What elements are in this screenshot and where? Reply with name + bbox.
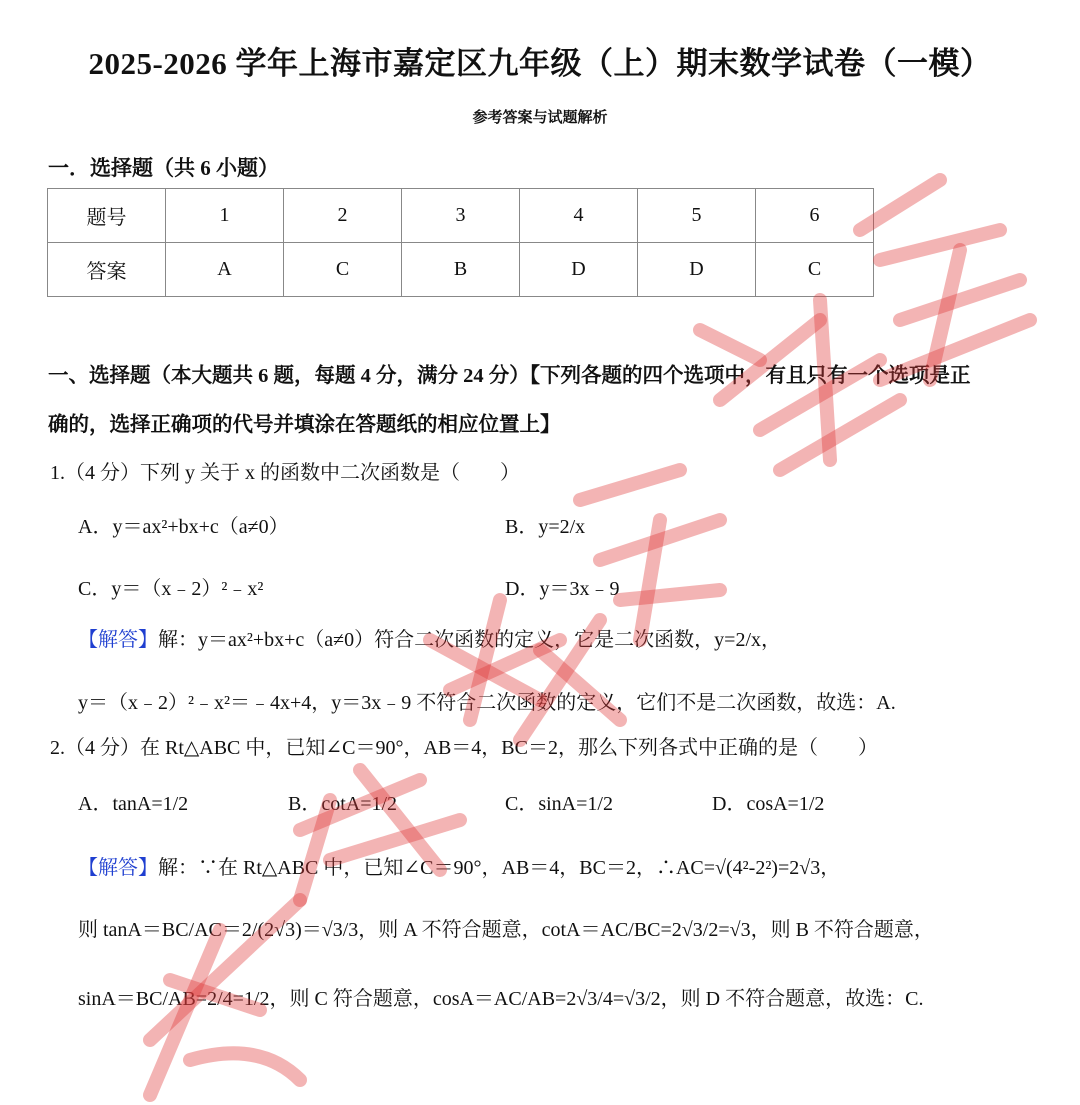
solution-tag: 【解答】: [78, 629, 158, 651]
table-cell: C: [284, 243, 402, 297]
table-cell: A: [166, 243, 284, 297]
table-cell: 5: [638, 189, 756, 243]
section-heading-choice: 一．选择题（共 6 小题）: [48, 156, 279, 180]
question-2-stem: 2.（4 分）在 Rt△ABC 中，已知∠C＝90°，AB＝4，BC＝2，那么下列各式中正确的是（ ）: [50, 737, 878, 759]
question-2-option-b: B．cotA=1/2: [288, 793, 398, 815]
question-2-option-c: C．sinA=1/2: [505, 793, 613, 815]
table-cell: 2: [284, 189, 402, 243]
question-1-option-b: B．y=2/x: [505, 516, 586, 538]
question-2-option-d: D．cosA=1/2: [712, 793, 825, 815]
question-2-solution-line2: 则 tanA＝BC/AC＝2/(2√3)＝√3/3，则 A 不符合题意，cotA＝AC/BC=2√3/2=√3，则 B 不符合题意，: [78, 919, 934, 941]
question-1-option-a: A．y＝ax²+bx+c（a≠0）: [78, 516, 289, 538]
table-cell: 题号: [48, 189, 166, 243]
table-cell: 1: [166, 189, 284, 243]
table-cell: 答案: [48, 243, 166, 297]
question-1-option-d: D．y＝3x﹣9: [505, 578, 620, 600]
table-cell: D: [638, 243, 756, 297]
table-cell: B: [402, 243, 520, 297]
question-1-option-c: C．y＝（x﹣2）²﹣x²: [78, 578, 264, 600]
table-cell: D: [520, 243, 638, 297]
table-cell: 6: [756, 189, 874, 243]
table-row: [48, 189, 874, 243]
answer-table: [47, 188, 874, 297]
section-instructions-line2: 确的，选择正确项的代号并填涂在答题纸的相应位置上】: [48, 414, 561, 436]
question-1-stem: 1.（4 分）下列 y 关于 x 的函数中二次函数是（ ）: [50, 462, 520, 484]
table-row: [48, 243, 874, 297]
question-2-solution-line1: 解：∵在 Rt△ABC 中，已知∠C＝90°，AB＝4，BC＝2，∴AC=√(4²-2²)=2√3，: [158, 857, 841, 879]
question-1-solution-line2: y＝（x﹣2）²﹣x²＝﹣4x+4，y＝3x﹣9 不符合二次函数的定义，它们不是二次函数，故选：A.: [78, 692, 896, 714]
section-instructions-line1: 一、选择题（本大题共 6 题，每题 4 分，满分 24 分）【下列各题的四个选项中，有且只有一个选项是正: [48, 365, 971, 387]
table-cell: C: [756, 243, 874, 297]
question-2-solution-line3: sinA＝BC/AB=2/4=1/2，则 C 符合题意，cosA＝AC/AB=2√3/4=√3/2，则 D 不符合题意，故选：C.: [78, 988, 924, 1010]
question-2-option-a: A．tanA=1/2: [78, 793, 189, 815]
page-subtitle: 参考答案与试题解析: [472, 110, 608, 126]
table-cell: 4: [520, 189, 638, 243]
table-cell: 3: [402, 189, 520, 243]
page-title: 2025-2026 学年上海市嘉定区九年级（上）期末数学试卷（一模）: [88, 46, 992, 81]
question-1-solution-line1: 解：y＝ax²+bx+c（a≠0）符合二次函数的定义，它是二次函数，y=2/x，: [158, 629, 781, 651]
solution-tag: 【解答】: [78, 857, 158, 879]
